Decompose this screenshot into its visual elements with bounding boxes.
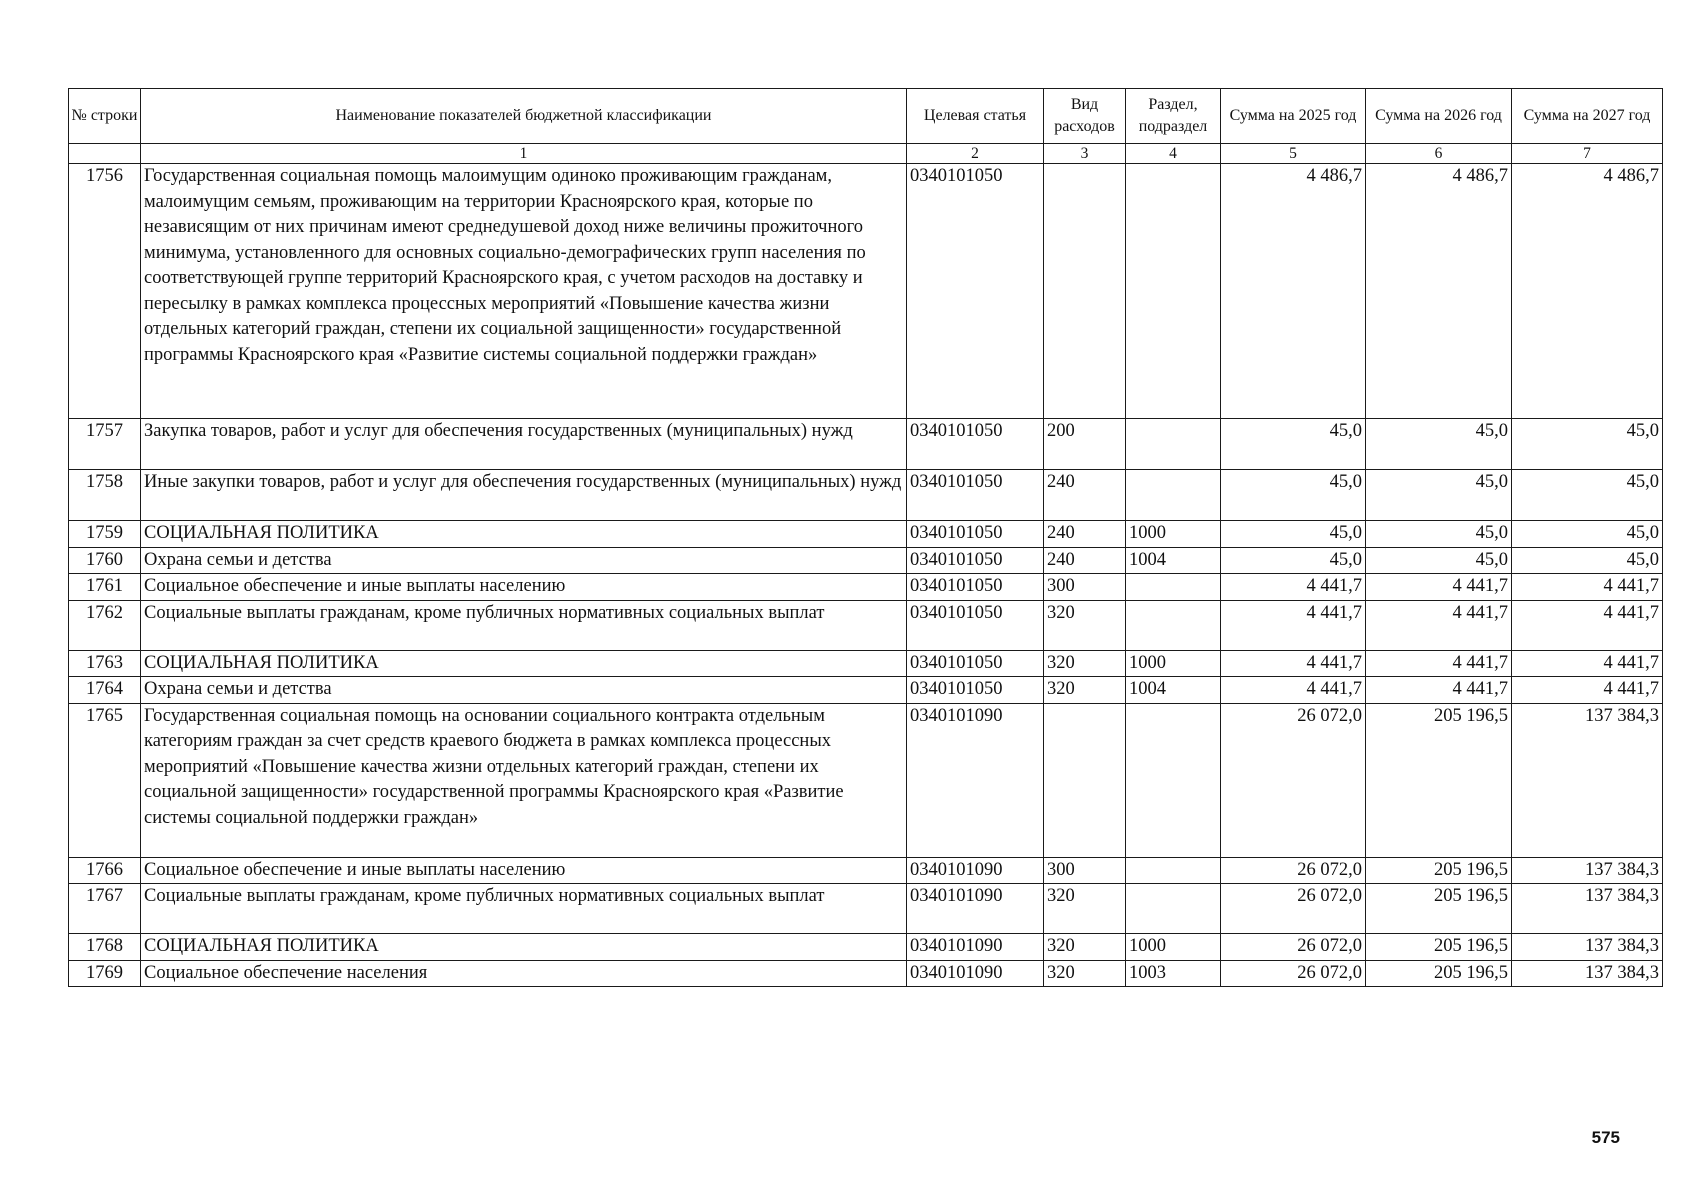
header-target: Целевая статья — [907, 89, 1044, 144]
row-name: Государственная социальная помощь на основании социального контракта отдельным категориям граждан за счет средств краевого бюджета в рамках комплекса процессных мероприятий «Повышение качества жизни отдельных категорий граждан, степени их социальной защищенности» государственной программы Красноярского края «Развитие системы социальной поддержки граждан» — [141, 703, 907, 857]
table-row — [69, 470, 1663, 521]
row-name: Охрана семьи и детства — [141, 547, 907, 574]
row-razdel: 1000 — [1126, 934, 1221, 961]
row-sum-2026: 205 196,5 — [1366, 934, 1512, 961]
column-number — [69, 144, 141, 164]
row-razdel — [1126, 884, 1221, 934]
column-number: 4 — [1126, 144, 1221, 164]
row-name: Социальные выплаты гражданам, кроме публичных нормативных социальных выплат — [141, 600, 907, 650]
row-razdel — [1126, 703, 1221, 857]
row-sum-2026: 45,0 — [1366, 521, 1512, 548]
row-vid — [1044, 703, 1126, 857]
row-target-code: 0340101050 — [907, 574, 1044, 601]
budget-table — [68, 88, 1663, 987]
row-number: 1762 — [69, 600, 141, 650]
row-sum-2027: 137 384,3 — [1512, 934, 1663, 961]
row-razdel — [1126, 574, 1221, 601]
row-target-code: 0340101090 — [907, 934, 1044, 961]
row-vid: 240 — [1044, 521, 1126, 548]
row-sum-2025: 4 486,7 — [1221, 164, 1366, 419]
row-sum-2025: 4 441,7 — [1221, 574, 1366, 601]
row-sum-2027: 137 384,3 — [1512, 960, 1663, 987]
row-sum-2025: 45,0 — [1221, 521, 1366, 548]
table-body — [69, 164, 1663, 987]
row-name: Иные закупки товаров, работ и услуг для обеспечения государственных (муниципальных) нужд — [141, 470, 907, 521]
row-razdel: 1000 — [1126, 650, 1221, 677]
row-target-code: 0340101090 — [907, 703, 1044, 857]
row-target-code: 0340101050 — [907, 677, 1044, 704]
row-sum-2025: 45,0 — [1221, 419, 1366, 470]
row-razdel — [1126, 419, 1221, 470]
row-number: 1763 — [69, 650, 141, 677]
row-vid — [1044, 164, 1126, 419]
table-row — [69, 884, 1663, 934]
row-vid: 320 — [1044, 677, 1126, 704]
column-number: 3 — [1044, 144, 1126, 164]
row-sum-2027: 4 441,7 — [1512, 574, 1663, 601]
row-number: 1760 — [69, 547, 141, 574]
row-sum-2025: 26 072,0 — [1221, 703, 1366, 857]
row-sum-2026: 205 196,5 — [1366, 857, 1512, 884]
row-razdel — [1126, 600, 1221, 650]
row-sum-2026: 45,0 — [1366, 470, 1512, 521]
row-sum-2025: 26 072,0 — [1221, 960, 1366, 987]
row-vid: 320 — [1044, 884, 1126, 934]
row-sum-2026: 205 196,5 — [1366, 703, 1512, 857]
column-number: 2 — [907, 144, 1044, 164]
column-number: 6 — [1366, 144, 1512, 164]
table-row — [69, 600, 1663, 650]
row-target-code: 0340101050 — [907, 470, 1044, 521]
row-razdel — [1126, 470, 1221, 521]
column-number: 5 — [1221, 144, 1366, 164]
row-number: 1759 — [69, 521, 141, 548]
row-number: 1767 — [69, 884, 141, 934]
row-target-code: 0340101090 — [907, 960, 1044, 987]
row-sum-2025: 4 441,7 — [1221, 600, 1366, 650]
row-number: 1766 — [69, 857, 141, 884]
row-name: СОЦИАЛЬНАЯ ПОЛИТИКА — [141, 521, 907, 548]
row-sum-2027: 45,0 — [1512, 521, 1663, 548]
row-name: Охрана семьи и детства — [141, 677, 907, 704]
row-target-code: 0340101050 — [907, 521, 1044, 548]
row-vid: 240 — [1044, 470, 1126, 521]
row-number: 1761 — [69, 574, 141, 601]
row-number: 1768 — [69, 934, 141, 961]
row-number: 1757 — [69, 419, 141, 470]
row-sum-2027: 4 441,7 — [1512, 677, 1663, 704]
row-sum-2027: 4 486,7 — [1512, 164, 1663, 419]
row-target-code: 0340101090 — [907, 884, 1044, 934]
header-name: Наименование показателей бюджетной классификации — [141, 89, 907, 144]
row-target-code: 0340101050 — [907, 600, 1044, 650]
row-sum-2025: 45,0 — [1221, 470, 1366, 521]
header-row — [69, 89, 1663, 144]
row-target-code: 0340101050 — [907, 164, 1044, 419]
row-sum-2025: 4 441,7 — [1221, 650, 1366, 677]
row-sum-2025: 26 072,0 — [1221, 857, 1366, 884]
row-sum-2025: 45,0 — [1221, 547, 1366, 574]
table-row — [69, 164, 1663, 419]
table-row — [69, 547, 1663, 574]
header-sum-2026: Сумма на 2026 год — [1366, 89, 1512, 144]
row-name: Социальное обеспечение и иные выплаты населению — [141, 574, 907, 601]
row-razdel: 1003 — [1126, 960, 1221, 987]
row-razdel — [1126, 857, 1221, 884]
row-target-code: 0340101090 — [907, 857, 1044, 884]
row-sum-2027: 45,0 — [1512, 547, 1663, 574]
row-sum-2027: 4 441,7 — [1512, 600, 1663, 650]
header-sum-2027: Сумма на 2027 год — [1512, 89, 1663, 144]
row-name: Социальное обеспечение населения — [141, 960, 907, 987]
row-number: 1764 — [69, 677, 141, 704]
row-sum-2026: 45,0 — [1366, 419, 1512, 470]
row-number: 1758 — [69, 470, 141, 521]
row-vid: 300 — [1044, 857, 1126, 884]
row-razdel — [1126, 164, 1221, 419]
row-sum-2027: 4 441,7 — [1512, 650, 1663, 677]
row-name: Государственная социальная помощь малоимущим одиноко проживающим гражданам, малоимущим семьям, проживающим на территории Красноярского края, которые по независящим от них причинам имеют среднедушевой доход ниже величины прожиточного минимума, установленного для основных социально-демографических групп населения по соответствующей группе территорий Красноярского края, с учетом расходов на доставку и пересылку в рамках комплекса процессных мероприятий «Повышение качества жизни отдельных категорий граждан, степени их социальной защищенности» государственной программы Красноярского края «Развитие системы социальной поддержки граждан» — [141, 164, 907, 419]
row-razdel: 1004 — [1126, 677, 1221, 704]
row-sum-2027: 137 384,3 — [1512, 884, 1663, 934]
row-vid: 320 — [1044, 960, 1126, 987]
row-name: Социальные выплаты гражданам, кроме публичных нормативных социальных выплат — [141, 884, 907, 934]
header-razdel: Раздел, подраздел — [1126, 89, 1221, 144]
table-row — [69, 934, 1663, 961]
column-number: 7 — [1512, 144, 1663, 164]
row-target-code: 0340101050 — [907, 419, 1044, 470]
table-row — [69, 857, 1663, 884]
row-sum-2025: 4 441,7 — [1221, 677, 1366, 704]
row-name: СОЦИАЛЬНАЯ ПОЛИТИКА — [141, 934, 907, 961]
table-row — [69, 419, 1663, 470]
row-vid: 300 — [1044, 574, 1126, 601]
row-target-code: 0340101050 — [907, 650, 1044, 677]
column-number-row — [69, 144, 1663, 164]
row-vid: 320 — [1044, 600, 1126, 650]
row-razdel: 1004 — [1126, 547, 1221, 574]
row-sum-2027: 45,0 — [1512, 419, 1663, 470]
header-row-no: № строки — [69, 89, 141, 144]
row-razdel: 1000 — [1126, 521, 1221, 548]
table-row — [69, 574, 1663, 601]
row-sum-2026: 4 441,7 — [1366, 650, 1512, 677]
row-vid: 200 — [1044, 419, 1126, 470]
row-name: Социальное обеспечение и иные выплаты населению — [141, 857, 907, 884]
page-number: 575 — [1591, 1128, 1620, 1147]
row-number: 1765 — [69, 703, 141, 857]
header-sum-2025: Сумма на 2025 год — [1221, 89, 1366, 144]
row-vid: 320 — [1044, 650, 1126, 677]
header-vid: Вид расходов — [1044, 89, 1126, 144]
row-number: 1769 — [69, 960, 141, 987]
row-sum-2026: 45,0 — [1366, 547, 1512, 574]
row-name: Закупка товаров, работ и услуг для обеспечения государственных (муниципальных) нужд — [141, 419, 907, 470]
row-vid: 240 — [1044, 547, 1126, 574]
row-number: 1756 — [69, 164, 141, 419]
table-row — [69, 677, 1663, 704]
row-name: СОЦИАЛЬНАЯ ПОЛИТИКА — [141, 650, 907, 677]
row-sum-2025: 26 072,0 — [1221, 934, 1366, 961]
budget-table-sheet — [68, 88, 1662, 987]
column-number: 1 — [141, 144, 907, 164]
row-sum-2026: 4 486,7 — [1366, 164, 1512, 419]
table-header — [69, 89, 1663, 164]
table-row — [69, 650, 1663, 677]
row-sum-2026: 4 441,7 — [1366, 600, 1512, 650]
row-sum-2027: 45,0 — [1512, 470, 1663, 521]
row-vid: 320 — [1044, 934, 1126, 961]
row-sum-2026: 4 441,7 — [1366, 574, 1512, 601]
row-sum-2026: 4 441,7 — [1366, 677, 1512, 704]
row-sum-2026: 205 196,5 — [1366, 960, 1512, 987]
table-row — [69, 521, 1663, 548]
row-sum-2027: 137 384,3 — [1512, 703, 1663, 857]
row-target-code: 0340101050 — [907, 547, 1044, 574]
row-sum-2026: 205 196,5 — [1366, 884, 1512, 934]
table-row — [69, 703, 1663, 857]
row-sum-2027: 137 384,3 — [1512, 857, 1663, 884]
table-row — [69, 960, 1663, 987]
row-sum-2025: 26 072,0 — [1221, 884, 1366, 934]
